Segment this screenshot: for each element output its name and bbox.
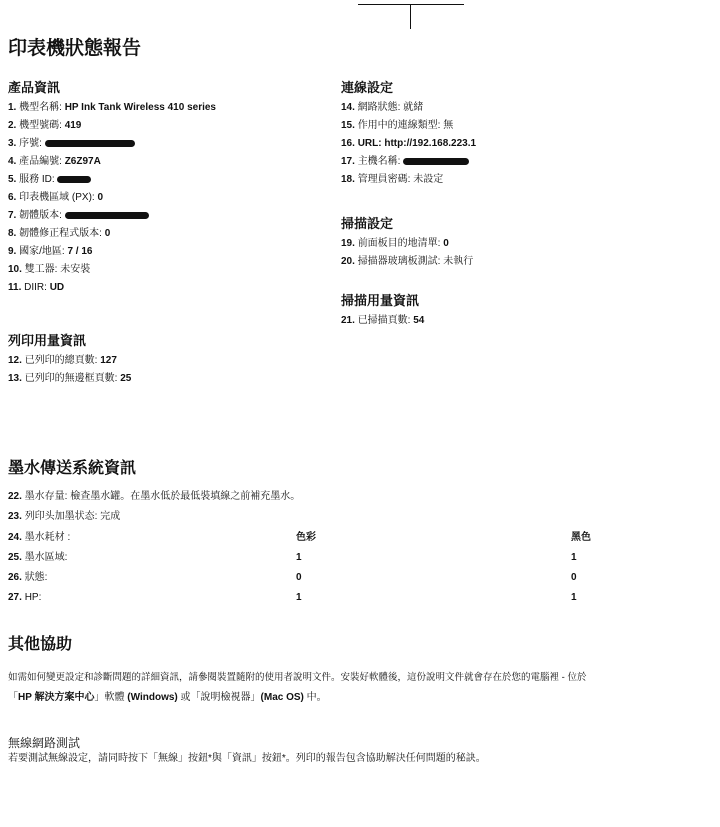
color-column-header: 色彩 — [296, 532, 316, 543]
report-title: 印表機狀態報告 — [8, 38, 142, 59]
wireless-test-heading: 無線網路測試 — [8, 736, 81, 750]
help-paragraph-2: 「HP 解決方案中心」軟體 (Windows) 或「說明檢視器」(Mac OS) 中。 — [8, 692, 327, 703]
scan-settings-heading: 掃描設定 — [341, 216, 394, 231]
other-help-heading: 其他協助 — [8, 636, 73, 653]
info-row: 18. 管理員密碼: 未設定 — [341, 174, 444, 185]
info-row: 7. 韌體版本: — [8, 207, 216, 225]
table-row: 27. HP: 1 1 — [8, 592, 577, 603]
wireless-test-text: 若要測試無線設定，請同時按下「無線」按鈕*與「資訊」按鈕*。列印的報告包含協助解決任何問題的秘訣。 — [8, 753, 486, 764]
product-info-section — [8, 80, 216, 297]
connection-heading: 連線設定 — [341, 80, 394, 95]
product-info-heading: 產品資訊 — [8, 80, 61, 95]
print-usage-heading: 列印用量資訊 — [8, 333, 87, 348]
scan-usage-section — [341, 293, 424, 330]
info-row: 13. 已列印的無邊框頁數: 25 — [8, 373, 132, 384]
info-row: 20. 掃描器玻璃板測試: 未執行 — [341, 256, 474, 267]
ink-level-line: 22. 墨水存量: 檢查墨水罐。在墨水低於最低裝填線之前補充墨水。 — [8, 491, 301, 502]
redaction-mark — [45, 140, 135, 147]
info-row: 17. 主機名稱: — [341, 153, 476, 171]
info-row: 3. 序號: — [8, 135, 216, 153]
info-row: 11. DIIR: UD — [8, 282, 65, 293]
info-row: 21. 已掃描頁數: 54 — [341, 315, 425, 326]
scan-usage-heading: 掃描用量資訊 — [341, 293, 420, 308]
header-rule — [358, 4, 464, 5]
table-row: 26. 狀態: 0 0 — [8, 572, 577, 583]
redaction-mark — [403, 158, 469, 165]
info-row: 12. 已列印的總頁數: 127 — [8, 355, 117, 366]
info-row: 16. URL: http://192.168.223.1 — [341, 138, 477, 149]
ink-system-heading: 墨水傳送系統資訊 — [8, 460, 137, 477]
info-row: 6. 印表機區域 (PX): 0 — [8, 192, 104, 203]
help-paragraph: 如需如何變更設定和診斷問題的詳細資訊，請參閱裝置隨附的使用者說明文件。安裝好軟體後，這份說明文件就會存在於您的電腦裡 - 位於 — [8, 672, 587, 683]
info-row: 2. 機型號碼: 419 — [8, 120, 82, 131]
ink-supplies-table — [8, 528, 720, 608]
info-row: 1. 機型名稱: HP Ink Tank Wireless 410 series — [8, 102, 216, 113]
info-row: 4. 產品編號: Z6Z97A — [8, 156, 101, 167]
table-row: 24. 墨水耗材 : 色彩 黑色 — [8, 528, 720, 548]
print-usage-section — [8, 333, 131, 388]
info-row: 8. 韌體修正程式版本: 0 — [8, 228, 111, 239]
header-tick — [410, 4, 411, 29]
black-column-header: 黑色 — [571, 532, 591, 543]
info-row: 19. 前面板目的地清單: 0 — [341, 238, 449, 249]
printhead-status-line: 23. 列印头加墨状态: 完成 — [8, 511, 121, 522]
redaction-mark — [57, 176, 91, 183]
info-row: 5. 服務 ID: — [8, 171, 216, 189]
connection-section — [341, 80, 476, 189]
info-row: 14. 網路狀態: 就緒 — [341, 102, 424, 113]
info-row: 10. 雙工器: 未安裝 — [8, 264, 91, 275]
info-row: 15. 作用中的連線類型: 無 — [341, 120, 454, 131]
scan-settings-section — [341, 216, 473, 271]
table-row: 25. 墨水區域: 1 1 — [8, 552, 577, 563]
redaction-mark — [65, 212, 149, 219]
info-row: 9. 國家/地區: 7 / 16 — [8, 246, 93, 257]
